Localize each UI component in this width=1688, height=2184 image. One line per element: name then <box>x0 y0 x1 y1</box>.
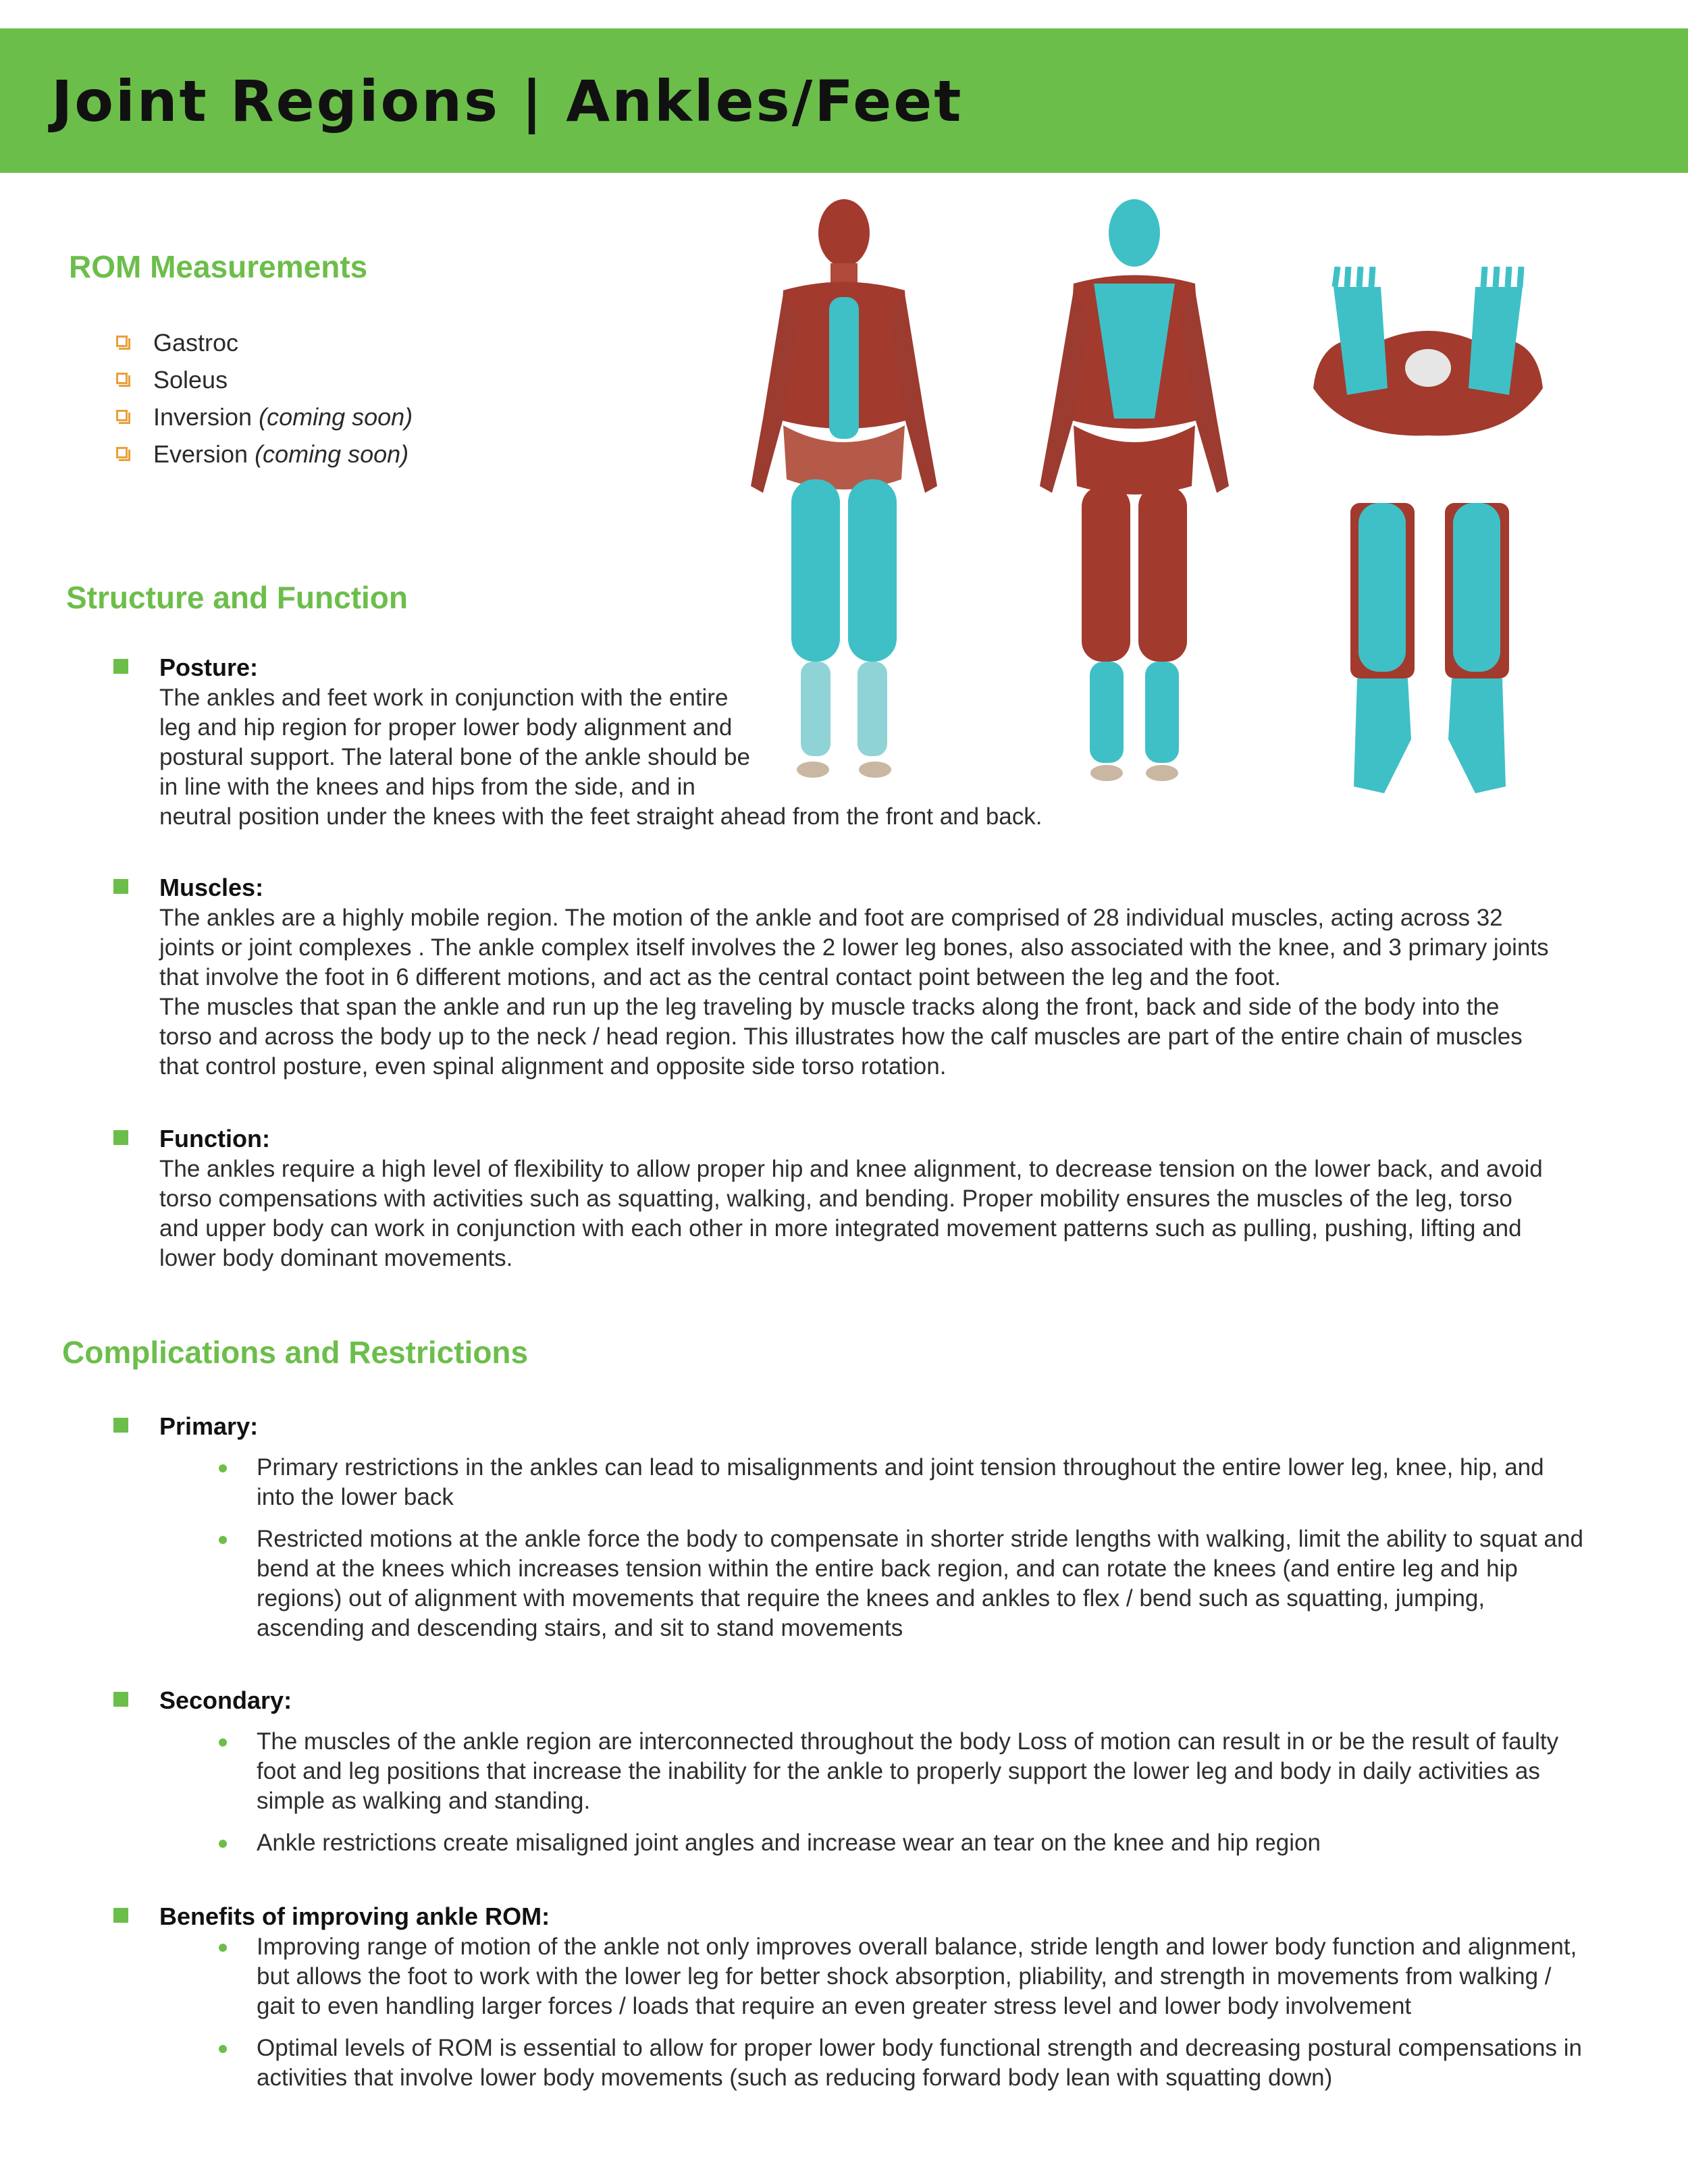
muscles-heading: Muscles: <box>159 874 264 901</box>
rom-checklist <box>116 324 413 473</box>
square-bullet-icon <box>113 659 128 674</box>
anatomy-lower-legs-image <box>1344 503 1519 800</box>
checkbox-icon <box>116 447 128 458</box>
benefits-heading: Benefits of improving ankle ROM: <box>159 1902 550 1930</box>
secondary-heading: Secondary: <box>159 1686 292 1714</box>
function-text: The ankles require a high level of flexibility to allow proper hip and knee alignment, to decrease tension on the lower back, and avoid torso compensations with activities such as squatting, walking, and bending. Proper mobility ensures the muscles of the leg, torso and upper body can work in conjunction with each other in more integrated movement patterns such as pulling, pushing, lifting and lower body dominant movements. <box>159 1156 1543 1271</box>
bullet-dot-icon <box>219 1944 227 1952</box>
posture-text: The ankles and feet work in conjunction with the entire leg and hip region for proper lower body alignment and postural support. The lateral bone of the ankle should be in line with the knees and hips from the side, and in neutral position under the knees with the feet straight ahead from the front and back. <box>159 685 1043 830</box>
function-heading: Function: <box>159 1125 270 1152</box>
muscles-text: The ankles are a highly mobile region. The motion of the ankle and foot are comprised of 28 individual muscles, acting across 32 joints or joint complexes . The ankle complex itself involves the 2 lower leg bones, also associated with the knee, and 3 primary joints that involve the foot in 6 different motions, and act as the central contact point between the leg and the foot. The muscles that span the ankle and run up the leg traveling by muscle tracks along the front, back and side of the body into the torso and across the body up to the neck / head region. This illustrates how the calf muscles are part of the entire chain of muscles that control posture, even spinal alignment and opposite side torso rotation. <box>159 905 1549 1080</box>
square-bullet-icon <box>113 1130 128 1145</box>
list-item: Improving range of motion of the ankle not only improves overall balance, stride length and lower body function and alignment, but allows the foot to work with the lower leg for better shock absorption, pliability, and strength in movements from walking / gait to even handling larger forces / loads that require an even greater stress level and lower body involvement <box>257 1932 1587 2021</box>
secondary-list <box>257 1727 1587 1870</box>
rom-item: Gastroc <box>116 324 413 361</box>
complications-section-title: Complications and Restrictions <box>62 1335 529 1370</box>
square-bullet-icon <box>113 1418 128 1433</box>
benefits-list <box>257 1932 1587 2105</box>
list-item: Primary restrictions in the ankles can lead to misalignments and joint tension throughout the entire lower leg, knee, hip, and into the lower back <box>257 1453 1587 1512</box>
rom-item: Soleus <box>116 361 413 398</box>
title-banner <box>0 28 1688 173</box>
structure-section-title: Structure and Function <box>66 580 408 615</box>
bullet-dot-icon <box>219 1738 227 1747</box>
bullet-dot-icon <box>219 1840 227 1848</box>
bullet-dot-icon <box>219 2045 227 2053</box>
primary-heading: Primary: <box>159 1412 259 1440</box>
list-item: Restricted motions at the ankle force the body to compensate in shorter stride lengths with walking, limit the ability to squat and bend at the knees which increases tension within the entire back region, and can rotate the knees (and entire leg and hip regions) out of alignment with movements that require the knees and ankles to flex / bend such as squatting, jumping, ascending and descending stairs, and sit to stand movements <box>257 1524 1587 1643</box>
square-bullet-icon <box>113 1908 128 1923</box>
rom-item: Inversion (coming soon) <box>116 398 413 435</box>
posture-heading: Posture: <box>159 654 259 681</box>
bullet-dot-icon <box>219 1464 227 1472</box>
list-item: Ankle restrictions create misaligned joint angles and increase wear an tear on the knee and hip region <box>257 1828 1587 1858</box>
list-item: Optimal levels of ROM is essential to allow for proper lower body functional strength and decreasing postural compensations in activities that involve lower body movements (such as reducing forward body lean with squatting down) <box>257 2033 1587 2093</box>
bullet-dot-icon <box>219 1536 227 1544</box>
anatomy-plantar-feet-image <box>1307 267 1550 442</box>
rom-section-title: ROM Measurements <box>69 249 368 284</box>
checkbox-icon <box>116 373 128 384</box>
checkbox-icon <box>116 336 128 347</box>
rom-item: Eversion (coming soon) <box>116 435 413 473</box>
page-title: Joint Regions | Ankles/Feet <box>51 68 964 134</box>
square-bullet-icon <box>113 879 128 894</box>
checkbox-icon <box>116 410 128 421</box>
list-item: The muscles of the ankle region are interconnected throughout the body Loss of motion can result in or be the result of faulty foot and leg positions that increase the inability for the ankle to properly support the lower leg and body in daily activities as simple as walking and standing. <box>257 1727 1587 1816</box>
primary-list <box>257 1453 1587 1655</box>
anatomy-back-view-image <box>1020 196 1249 790</box>
square-bullet-icon <box>113 1692 128 1707</box>
